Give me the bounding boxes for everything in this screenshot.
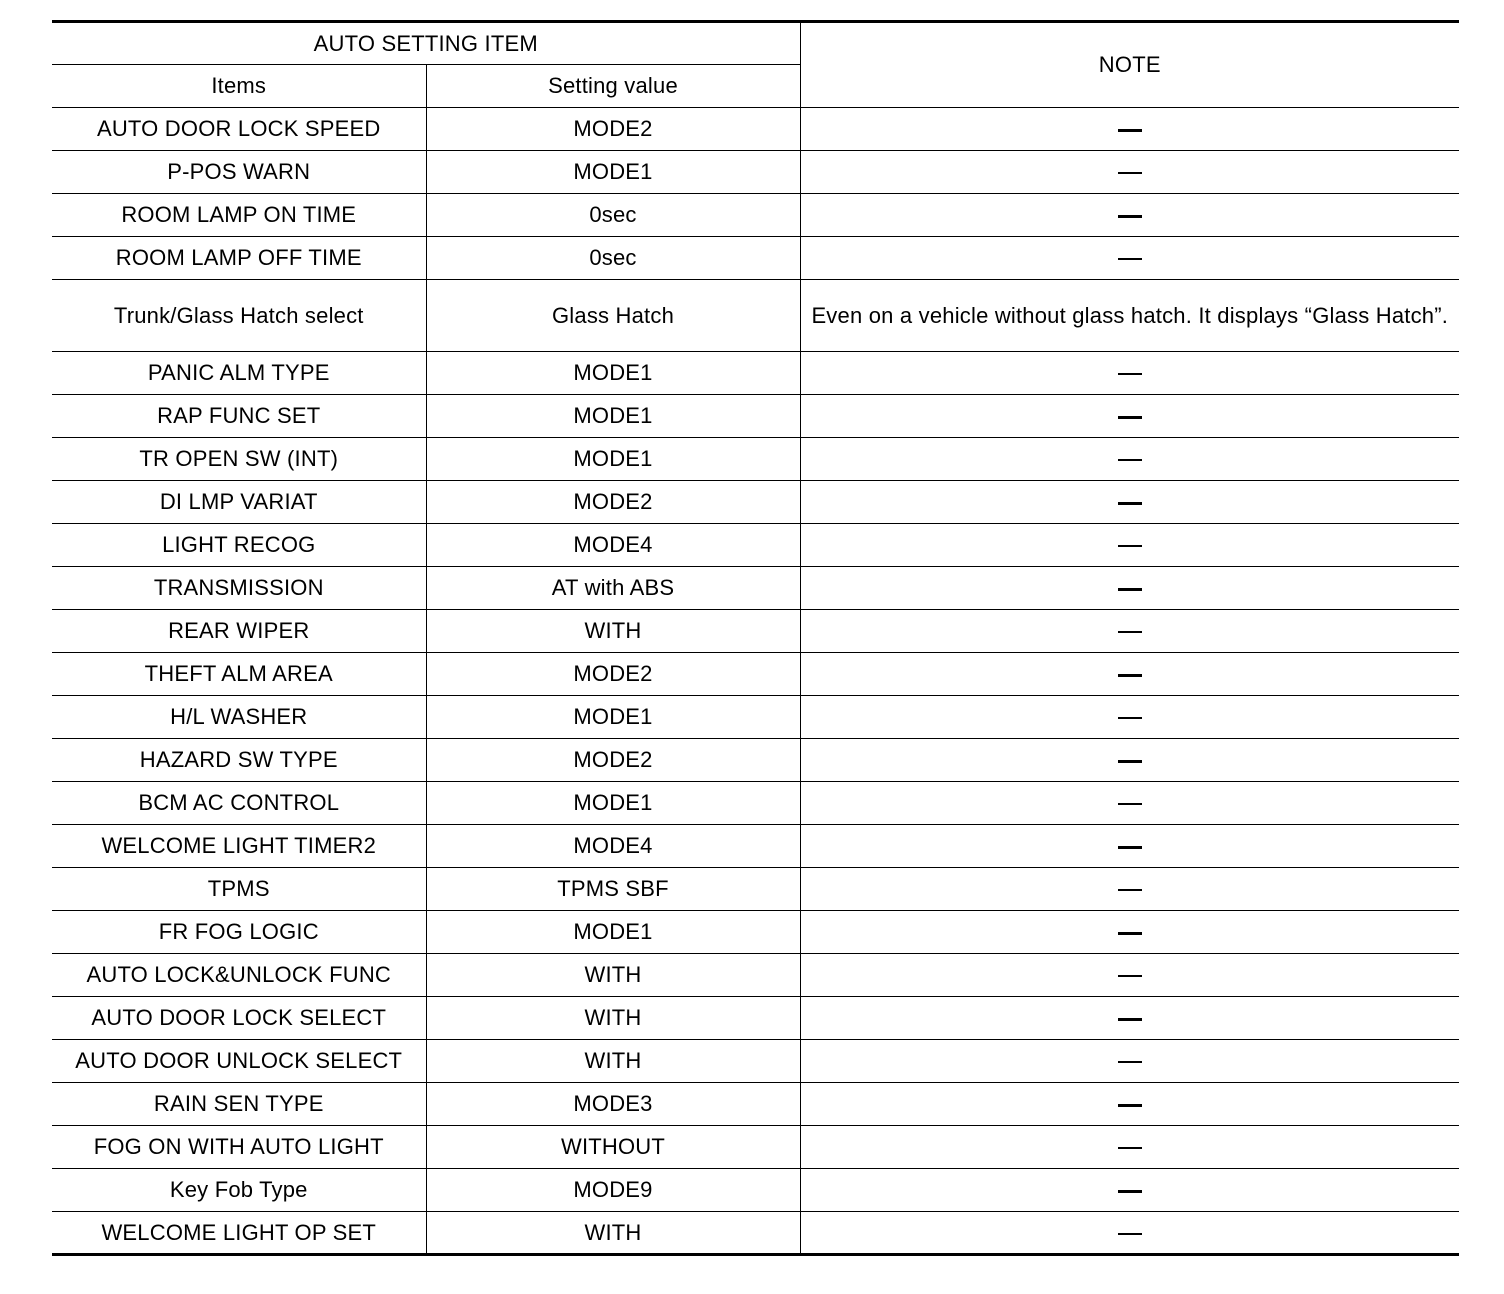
note-cell	[800, 868, 1459, 911]
auto-setting-item-header: AUTO SETTING ITEM	[52, 22, 800, 65]
table-row	[52, 438, 1459, 481]
item-cell: THEFT ALM AREA	[52, 653, 426, 696]
setting-value-cell: MODE4	[426, 825, 800, 868]
em-dash	[1118, 215, 1142, 218]
note-cell	[800, 524, 1459, 567]
table-row	[52, 1169, 1459, 1212]
item-cell: PANIC ALM TYPE	[52, 352, 426, 395]
note-cell	[800, 567, 1459, 610]
table-row	[52, 567, 1459, 610]
table-row	[52, 481, 1459, 524]
note-cell: Even on a vehicle without glass hatch. It displays “Glass Hatch”.	[800, 280, 1459, 352]
table-row	[52, 782, 1459, 825]
table-row	[52, 1126, 1459, 1169]
note-cell	[800, 1040, 1459, 1083]
table-row	[52, 1040, 1459, 1083]
setting-value-cell: MODE3	[426, 1083, 800, 1126]
em-dash	[1118, 172, 1142, 174]
item-cell: WELCOME LIGHT TIMER2	[52, 825, 426, 868]
em-dash	[1118, 459, 1142, 461]
note-cell	[800, 1212, 1459, 1255]
item-cell: AUTO DOOR LOCK SPEED	[52, 108, 426, 151]
note-cell	[800, 825, 1459, 868]
em-dash	[1118, 932, 1142, 935]
setting-value-cell: WITH	[426, 1040, 800, 1083]
setting-value-cell: MODE1	[426, 782, 800, 825]
item-cell: TRANSMISSION	[52, 567, 426, 610]
note-cell	[800, 438, 1459, 481]
table-row	[52, 194, 1459, 237]
table-row	[52, 1083, 1459, 1126]
em-dash	[1118, 1233, 1142, 1235]
em-dash	[1118, 631, 1142, 633]
note-cell	[800, 1083, 1459, 1126]
setting-value-cell: WITH	[426, 1212, 800, 1255]
setting-value-cell: MODE1	[426, 696, 800, 739]
setting-value-cell: AT with ABS	[426, 567, 800, 610]
setting-value-cell: TPMS SBF	[426, 868, 800, 911]
item-cell: AUTO DOOR UNLOCK SELECT	[52, 1040, 426, 1083]
note-cell	[800, 151, 1459, 194]
note-cell	[800, 653, 1459, 696]
note-cell	[800, 739, 1459, 782]
item-cell: DI LMP VARIAT	[52, 481, 426, 524]
item-cell: Trunk/Glass Hatch select	[52, 280, 426, 352]
setting-value-cell: WITH	[426, 997, 800, 1040]
setting-value-cell: MODE4	[426, 524, 800, 567]
item-cell: P-POS WARN	[52, 151, 426, 194]
table-row	[52, 108, 1459, 151]
item-cell: LIGHT RECOG	[52, 524, 426, 567]
setting-value-cell: MODE2	[426, 653, 800, 696]
em-dash	[1118, 373, 1142, 375]
table-row	[52, 237, 1459, 280]
item-cell: Key Fob Type	[52, 1169, 426, 1212]
em-dash	[1118, 258, 1142, 260]
table-row	[52, 151, 1459, 194]
note-cell	[800, 352, 1459, 395]
em-dash	[1118, 129, 1142, 132]
em-dash	[1118, 674, 1142, 677]
setting-value-cell: MODE1	[426, 911, 800, 954]
em-dash	[1118, 803, 1142, 805]
setting-value-cell: WITH	[426, 610, 800, 653]
em-dash	[1118, 889, 1142, 891]
em-dash	[1118, 1018, 1142, 1021]
setting-value-cell: MODE2	[426, 108, 800, 151]
table-row	[52, 696, 1459, 739]
setting-value-cell: WITH	[426, 954, 800, 997]
auto-setting-table	[52, 20, 1459, 1256]
em-dash	[1118, 416, 1142, 419]
note-cell	[800, 108, 1459, 151]
item-cell: WELCOME LIGHT OP SET	[52, 1212, 426, 1255]
table-row	[52, 997, 1459, 1040]
note-cell	[800, 696, 1459, 739]
note-cell	[800, 1169, 1459, 1212]
table-row	[52, 739, 1459, 782]
item-cell: BCM AC CONTROL	[52, 782, 426, 825]
note-cell	[800, 610, 1459, 653]
note-cell	[800, 954, 1459, 997]
setting-value-cell: Glass Hatch	[426, 280, 800, 352]
item-cell: TR OPEN SW (INT)	[52, 438, 426, 481]
table-row	[52, 653, 1459, 696]
setting-value-cell: MODE2	[426, 481, 800, 524]
item-cell: ROOM LAMP OFF TIME	[52, 237, 426, 280]
note-cell	[800, 1126, 1459, 1169]
note-cell	[800, 997, 1459, 1040]
note-cell	[800, 782, 1459, 825]
item-cell: REAR WIPER	[52, 610, 426, 653]
em-dash	[1118, 1061, 1142, 1063]
em-dash	[1118, 588, 1142, 591]
table-row	[52, 868, 1459, 911]
em-dash	[1118, 975, 1142, 977]
setting-value-cell: MODE1	[426, 151, 800, 194]
item-cell: RAIN SEN TYPE	[52, 1083, 426, 1126]
setting-value-header: Setting value	[426, 65, 800, 108]
item-cell: H/L WASHER	[52, 696, 426, 739]
table-row	[52, 395, 1459, 438]
em-dash	[1118, 1147, 1142, 1149]
item-cell: FR FOG LOGIC	[52, 911, 426, 954]
em-dash	[1118, 1190, 1142, 1193]
item-cell: AUTO DOOR LOCK SELECT	[52, 997, 426, 1040]
note-cell	[800, 395, 1459, 438]
item-cell: HAZARD SW TYPE	[52, 739, 426, 782]
table-row	[52, 954, 1459, 997]
note-header: NOTE	[800, 22, 1459, 108]
setting-value-cell: MODE9	[426, 1169, 800, 1212]
em-dash	[1118, 1104, 1142, 1107]
items-header: Items	[52, 65, 426, 108]
note-cell	[800, 194, 1459, 237]
note-cell	[800, 237, 1459, 280]
em-dash	[1118, 502, 1142, 505]
setting-value-cell: 0sec	[426, 194, 800, 237]
setting-value-cell: MODE1	[426, 438, 800, 481]
table-row	[52, 280, 1459, 352]
table-row	[52, 524, 1459, 567]
setting-value-cell: MODE1	[426, 395, 800, 438]
setting-value-cell: 0sec	[426, 237, 800, 280]
header-row-1	[52, 22, 1459, 65]
em-dash	[1118, 545, 1142, 547]
table-body	[52, 108, 1459, 1255]
em-dash	[1118, 717, 1142, 719]
table-row	[52, 610, 1459, 653]
setting-value-cell: MODE2	[426, 739, 800, 782]
setting-value-cell: MODE1	[426, 352, 800, 395]
table-row	[52, 1212, 1459, 1255]
item-cell: TPMS	[52, 868, 426, 911]
item-cell: RAP FUNC SET	[52, 395, 426, 438]
note-cell	[800, 481, 1459, 524]
item-cell: AUTO LOCK&UNLOCK FUNC	[52, 954, 426, 997]
setting-value-cell: WITHOUT	[426, 1126, 800, 1169]
table-row	[52, 825, 1459, 868]
item-cell: FOG ON WITH AUTO LIGHT	[52, 1126, 426, 1169]
table-row	[52, 911, 1459, 954]
table-row	[52, 352, 1459, 395]
note-cell	[800, 911, 1459, 954]
item-cell: ROOM LAMP ON TIME	[52, 194, 426, 237]
em-dash	[1118, 760, 1142, 763]
em-dash	[1118, 846, 1142, 849]
